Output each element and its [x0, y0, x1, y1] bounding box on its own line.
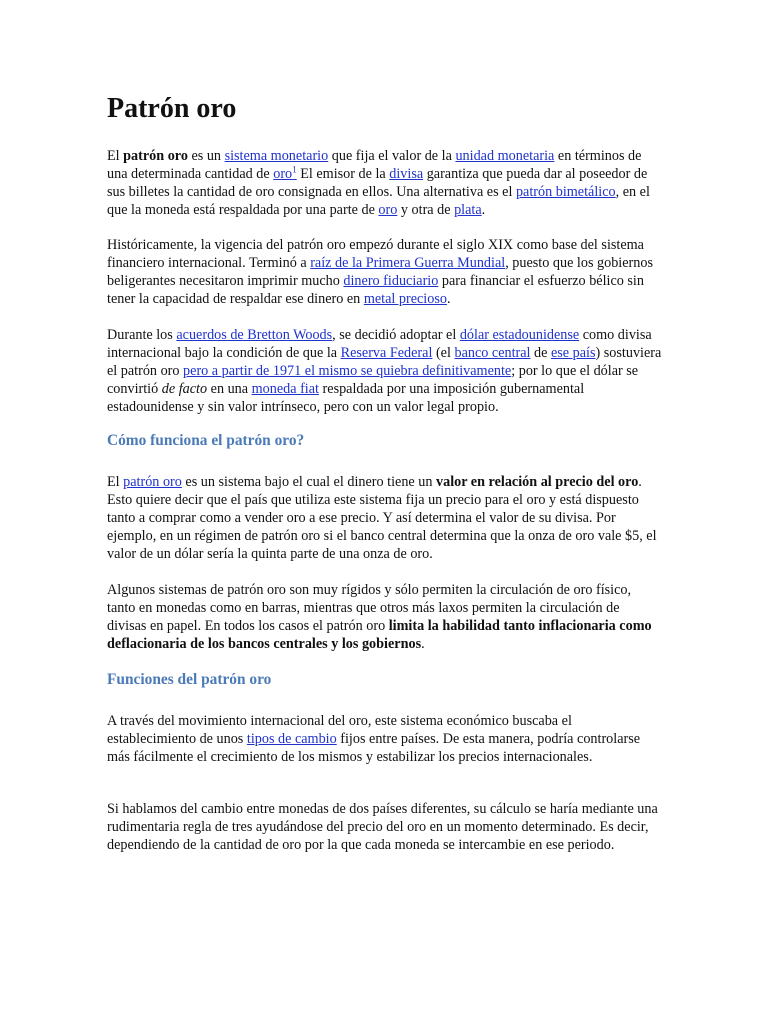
- paragraph-history: [107, 236, 662, 308]
- text-run: y otra de: [397, 202, 455, 219]
- text-run: en términos de una determinada cantidad de: [107, 148, 642, 183]
- text-run: El: [107, 474, 124, 490]
- paragraph-how-it-works: [107, 473, 662, 563]
- text-run: en una: [207, 381, 252, 398]
- text-link[interactable]: metal precioso: [363, 291, 447, 308]
- text-link[interactable]: raíz de la Primera Guerra Mundial: [310, 255, 506, 272]
- text-run: garantiza que pueda dar al poseedor de sus billetes la cantidad de oro consignada en ellos. Una alternativa es el: [107, 166, 648, 201]
- paragraph-bretton-woods: [107, 326, 662, 416]
- text-run: (el: [432, 345, 455, 362]
- text-link[interactable]: moneda fiat: [251, 381, 319, 398]
- text-link[interactable]: patrón bimetálico: [515, 184, 616, 201]
- text-run: , se decidió adoptar el: [332, 327, 460, 343]
- text-run: Durante los: [107, 327, 177, 343]
- text-run: El emisor de la: [296, 166, 390, 183]
- text-run: Algunos sistemas de patrón oro son muy rígidos y sólo permiten la circulación de oro físico, tanto en monedas como en barras, mientras que otros más laxos permiten la circulación de divisas en papel. En todos los casos el patrón oro: [107, 582, 632, 635]
- text-run: que fija el valor de la: [328, 148, 456, 164]
- text-link[interactable]: banco central: [454, 345, 531, 362]
- text-link[interactable]: acuerdos de Bretton Woods: [176, 327, 333, 343]
- heading-functions: Funciones del patrón oro: [107, 671, 272, 688]
- text-link[interactable]: oro: [273, 166, 293, 183]
- text-run: es un sistema bajo el cual el dinero tiene un: [181, 474, 436, 490]
- text-link[interactable]: plata: [454, 202, 482, 219]
- text-link[interactable]: ese país: [550, 345, 596, 362]
- text-run: es un: [187, 148, 225, 164]
- text-run: , puesto que los gobiernos beligerantes necesitaron imprimir mucho: [107, 255, 653, 290]
- bold-text: patrón oro: [123, 148, 188, 164]
- bold-text: valor en relación al precio del oro: [436, 474, 639, 490]
- text-run: El: [107, 148, 124, 164]
- text-link[interactable]: patrón oro: [123, 474, 182, 490]
- text-link[interactable]: pero a partir de 1971 el mismo se quiebra definitivamente: [183, 363, 512, 380]
- text-run: Si hablamos del cambio entre monedas de dos países diferentes, su cálculo se haría mediante una rudimentaria regla de tres ayudándose del precio del oro en un momento determinado. Es decir, dependiendo de la cantidad de oro por la que cada moneda se intercambie en ese periodo.: [107, 801, 658, 854]
- text-link[interactable]: divisa: [389, 166, 424, 183]
- paragraph-functions: [107, 712, 662, 766]
- text-run: fijos entre países. De esta manera, podría controlarse más fácilmente el crecimiento de los mismos y estabilizar los precios internacionales.: [107, 731, 641, 766]
- text-link[interactable]: dólar estadounidense: [459, 327, 580, 343]
- text-link[interactable]: oro: [378, 202, 398, 219]
- bold-text: limita la habilidad tanto inflacionaria como deflacionaria de los bancos centrales y los gobiernos: [107, 618, 652, 653]
- text-run: .: [481, 202, 486, 219]
- text-link[interactable]: Reserva Federal: [340, 345, 433, 362]
- text-run: Históricamente, la vigencia del patrón oro empezó durante el siglo XIX como base del sistema financiero internacional. Terminó a: [107, 237, 644, 272]
- paragraph-rigid-systems: [107, 581, 662, 653]
- text-run: como divisa internacional bajo la condición de que la: [107, 327, 652, 362]
- text-run: .: [446, 291, 451, 308]
- text-run: . Esto quiere decir que el país que utiliza este sistema fija un precio para el oro y está dispuesto tanto a comprar como a vender oro a ese precio. Y así determina el valor de su divisa. Por ejemplo, en un régimen de patrón oro si el banco central determina que la onza de oro vale $5, el valor de un dólar sería la quinta parte de una onza de oro.: [107, 474, 657, 563]
- text-run: respaldada por una imposición gubernamental estadounidense y sin valor intrínseco, pero con un valor legal propio.: [107, 381, 585, 416]
- paragraph-intro: [107, 147, 662, 219]
- italic-text: de facto: [161, 381, 208, 398]
- page-title: Patrón oro: [107, 93, 237, 124]
- paragraph-exchange-calculation: [107, 800, 662, 854]
- text-run: A través del movimiento internacional del oro, este sistema económico buscaba el establecimiento de unos: [107, 713, 572, 748]
- text-run: ) sostuviera el patrón oro: [107, 345, 662, 380]
- text-link[interactable]: tipos de cambio: [246, 731, 337, 748]
- text-run: , en el que la moneda está respaldada por una parte de: [107, 184, 650, 219]
- footnote-marker: 1: [292, 164, 297, 175]
- heading-how-it-works: Cómo funciona el patrón oro?: [107, 432, 305, 449]
- text-run: para financiar el esfuerzo bélico sin tener la capacidad de respaldar ese dinero en: [107, 273, 644, 308]
- text-link[interactable]: dinero fiduciario: [343, 273, 439, 290]
- text-run: de: [530, 345, 551, 362]
- text-run: ; por lo que el dólar se convirtió: [107, 363, 639, 398]
- text-link[interactable]: unidad monetaria: [455, 148, 555, 164]
- text-link[interactable]: sistema monetario: [224, 148, 329, 164]
- text-run: .: [421, 636, 425, 653]
